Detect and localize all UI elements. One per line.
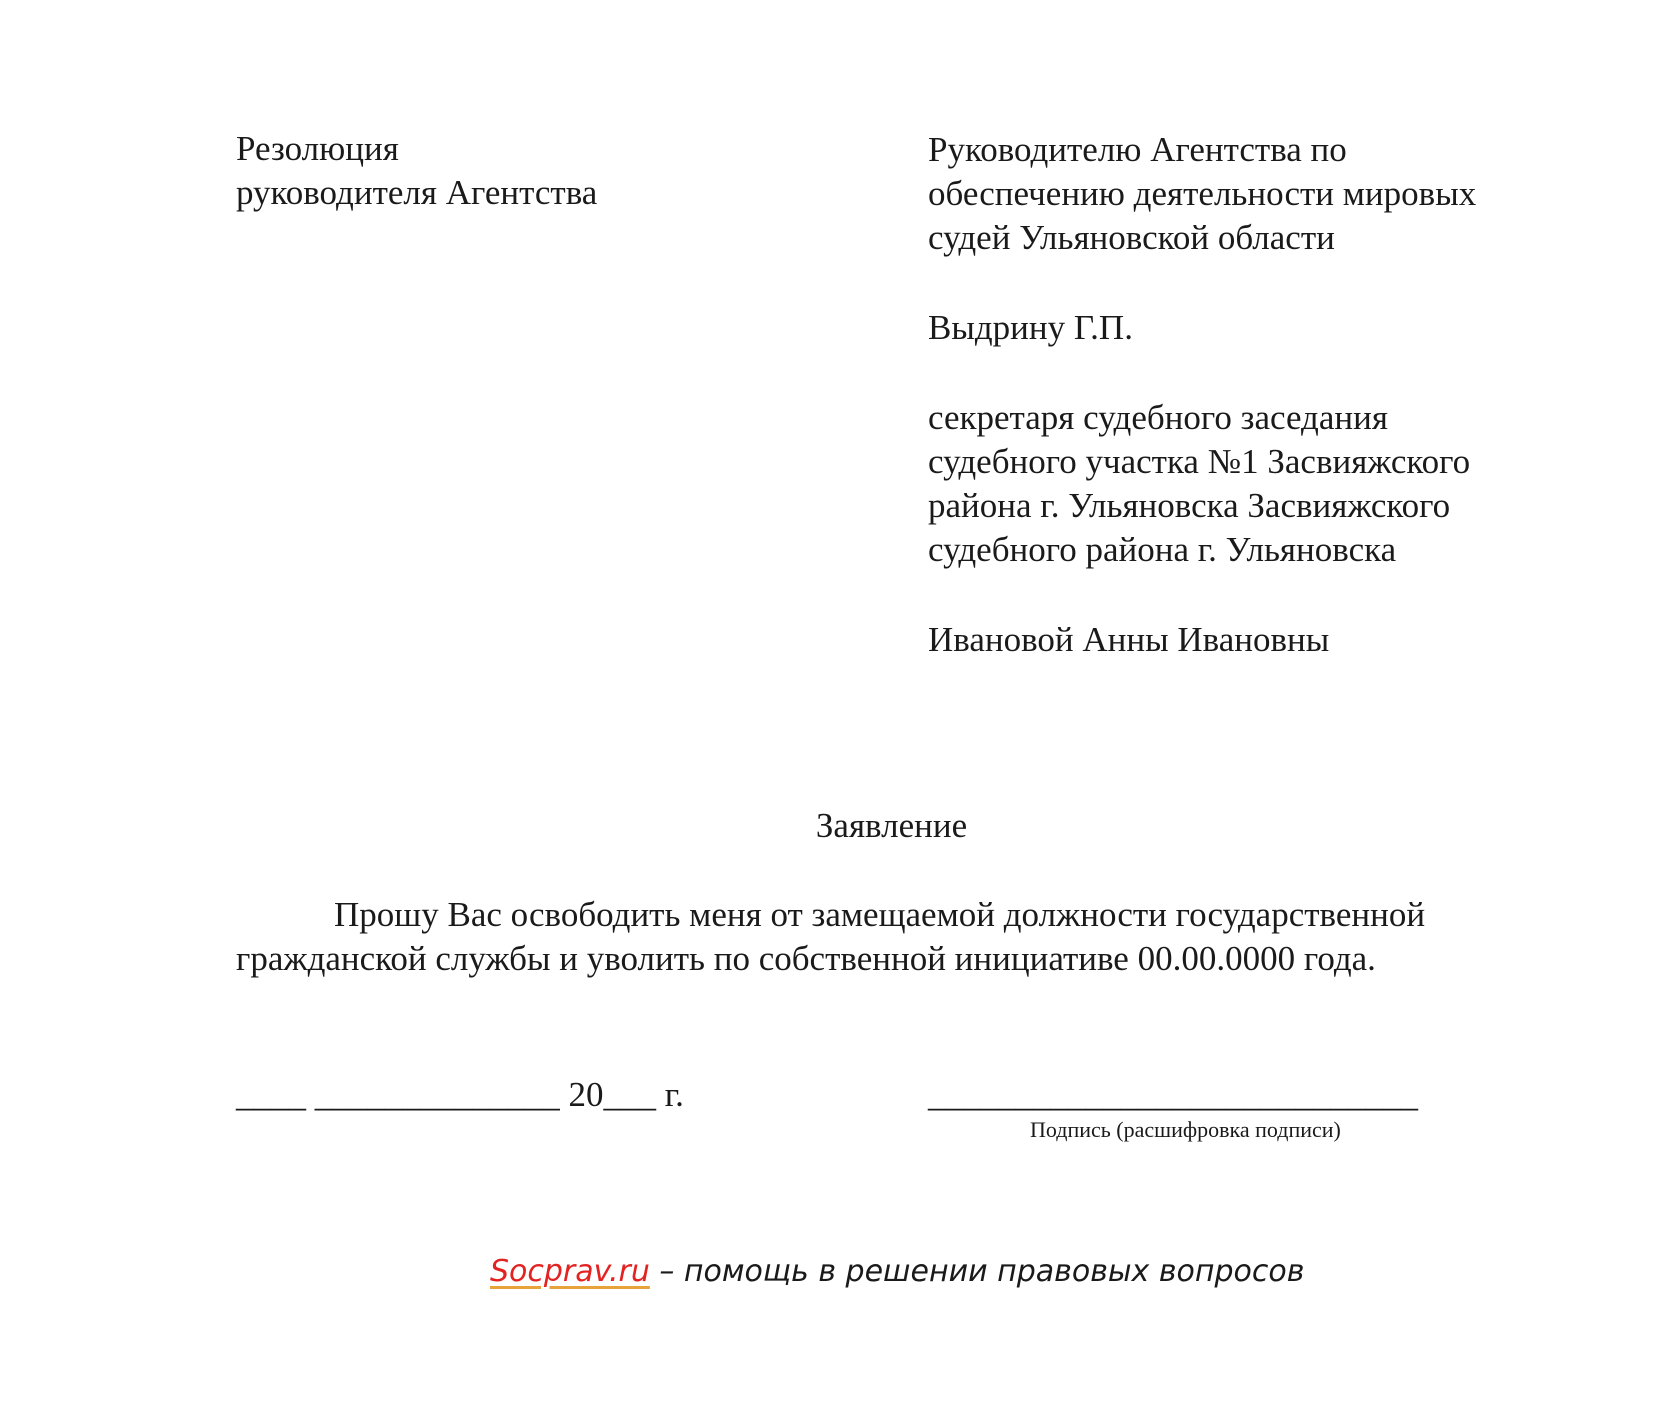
sender-line-2: судебного участка №1 Засвияжского <box>928 442 1471 481</box>
sender-line-1: секретаря судебного заседания <box>928 398 1388 437</box>
recipient-position <box>928 128 1476 260</box>
resolution-line-2: руководителя Агентства <box>236 173 598 212</box>
sender-line-4: судебного района г. Ульяновска <box>928 530 1397 569</box>
sender-line-3: района г. Ульяновска Засвияжского <box>928 486 1451 525</box>
resolution-line-1: Резолюция <box>236 129 399 168</box>
addressee-block <box>928 128 1476 662</box>
signature-caption: Подпись (расшифровка подписи) <box>1030 1117 1341 1142</box>
sender-position <box>928 396 1476 572</box>
recipient-name-text: Выдрину Г.П. <box>928 308 1133 347</box>
sender-name <box>928 618 1476 662</box>
body-line-1: Прошу Вас освободить меня от замещаемой должности государственной <box>334 895 1426 934</box>
resolution-block <box>236 127 597 215</box>
recipient-line-1: Руководителю Агентства по <box>928 130 1347 169</box>
document-body <box>236 893 1425 981</box>
footer-site-link[interactable]: Socprav.ru <box>490 1254 650 1289</box>
recipient-line-3: судей Ульяновской области <box>928 218 1335 257</box>
body-line-2: гражданской службы и уволить по собственной инициативе 00.00.0000 года. <box>236 939 1376 978</box>
sender-name-text: Ивановой Анны Ивановны <box>928 620 1330 659</box>
footer-tagline: – помощь в решении правовых вопросов <box>649 1254 1305 1289</box>
document-title: Заявление <box>815 806 968 845</box>
footer-promo <box>490 1252 1304 1292</box>
recipient-name <box>928 306 1476 350</box>
recipient-line-2: обеспечению деятельности мировых <box>928 174 1477 213</box>
signature-blank: ____________________________ <box>928 1075 1418 1114</box>
date-blank: ____ ______________ 20___ г. <box>236 1075 684 1114</box>
